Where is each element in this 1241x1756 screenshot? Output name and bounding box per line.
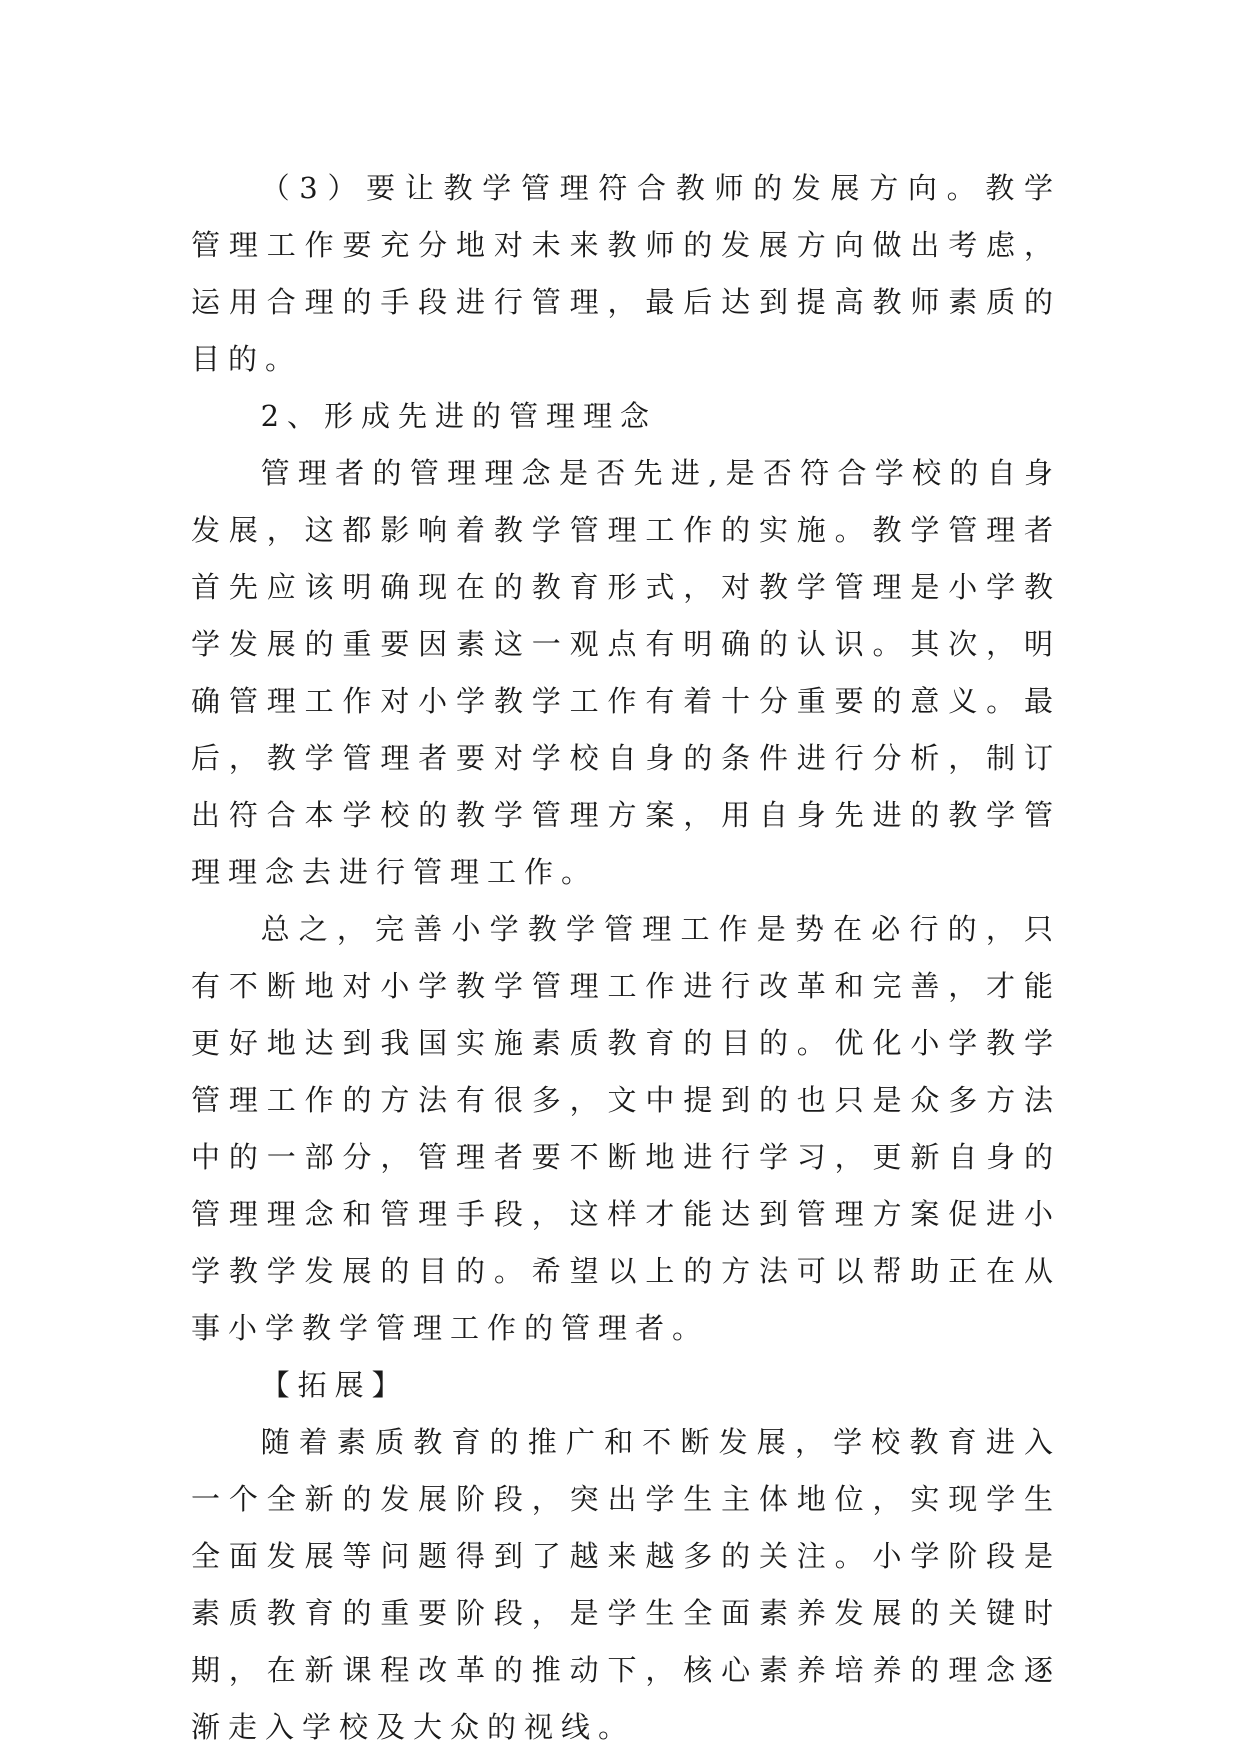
paragraph-extension: 随着素质教育的推广和不断发展，学校教育进入一个全新的发展阶段，突出学生主体地位，实现学生全面发展等问题得到了越来越多的关注。小学阶段是素质教育的重要阶段，是学生全面素养发展的关键时期，在新课程改革的推动下，核心素养培养的理念逐渐走入学校及大众的视线。 — [191, 1425, 1061, 1744]
section-heading-extension: 【拓展】 — [260, 1368, 409, 1402]
paragraph-teacher-development: （3）要让教学管理符合教师的发展方向。教学管理工作要充分地对未来教师的发展方向做出考虑，运用合理的手段进行管理，最后达到提高教师素质的目的。 — [191, 171, 1061, 376]
document-body — [191, 160, 1061, 1756]
paragraph-conclusion: 总之，完善小学教学管理工作是势在必行的，只有不断地对小学教学管理工作进行改革和完善，才能更好地达到我国实施素质教育的目的。优化小学教学管理工作的方法有很多，文中提到的也只是众多方法中的一部分，管理者要不断地进行学习，更新自身的管理理念和管理手段，这样才能达到管理方案促进小学教学发展的目的。希望以上的方法可以帮助正在从事小学教学管理工作的管理者。 — [191, 912, 1061, 1345]
section-heading-advanced-concept: 2、形成先进的管理理念 — [260, 399, 658, 433]
paragraph-management-concept: 管理者的管理理念是否先进,是否符合学校的自身发展，这都影响着教学管理工作的实施。教学管理者首先应该明确现在的教育形式，对教学管理是小学教学发展的重要因素这一观点有明确的认识。其次，明确管理工作对小学教学工作有着十分重要的意义。最后，教学管理者要对学校自身的条件进行分析，制订出符合本学校的教学管理方案，用自身先进的教学管理理念去进行管理工作。 — [191, 456, 1061, 889]
